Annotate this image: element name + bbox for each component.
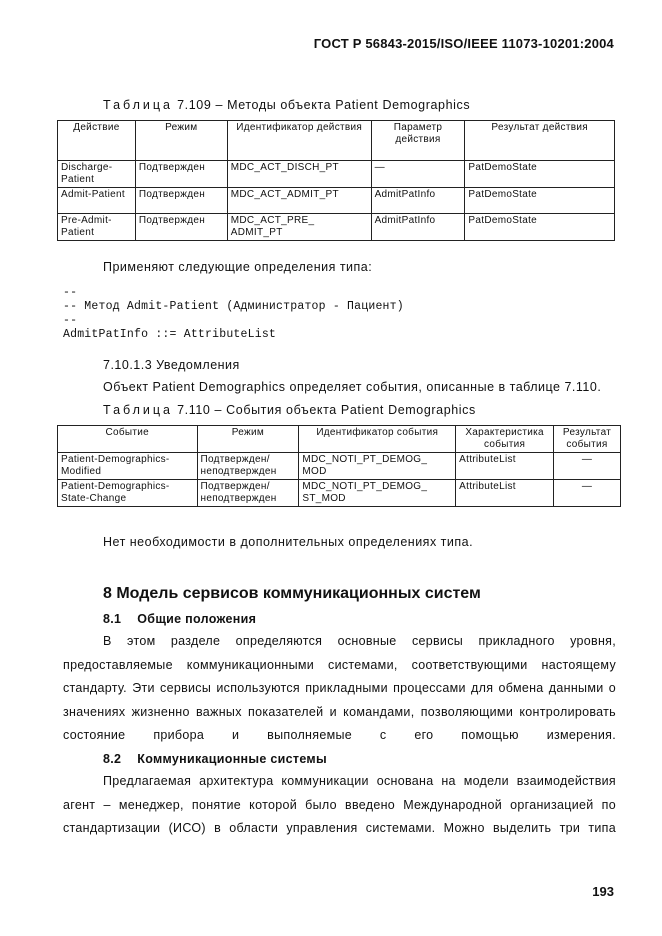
subsection-heading: 7.10.1.3 Уведомления [103,358,240,372]
table-7-110 [57,425,621,507]
table-cell: MDC_ACT_PRE_ ADMIT_PT [227,214,371,241]
table-7-110-caption [103,403,476,417]
code-line: AdmitPatInfo ::= AttributeList [63,328,277,341]
table-header-row [58,121,615,161]
header-cell: Результат события [554,426,621,453]
table-cell: Patient-Demographics-Modified [58,453,198,480]
code-line: -- [63,286,78,299]
table-cell: MDC_ACT_DISCH_PT [227,161,371,188]
table-cell: AdmitPatInfo [371,214,465,241]
header-cell: Режим [135,121,227,161]
table-cell: — [554,480,621,507]
table-cell: MDC_NOTI_PT_DEMOG_ MOD [299,453,456,480]
table-cell: Подтвержден [135,188,227,214]
section-8-2-paragraph [63,770,616,841]
table-cell: Подтвержден/ неподтвержден [197,480,299,507]
section-8-2-heading [103,752,327,766]
table-cell: AttributeList [456,480,554,507]
table-cell: Discharge-Patient [58,161,136,188]
code-line: -- [63,314,78,327]
table-cell: MDC_NOTI_PT_DEMOG_ ST_MOD [299,480,456,507]
table-cell: AttributeList [456,453,554,480]
paragraph-text: Предлагаемая архитектура коммуникации основана на модели взаимодействия агент – менеджер, понятие которой было введено Международной организацией по стандартизации (ИСО) в области управления системами. Можно выделить три типа [63,774,616,835]
header-cell: Характеристика события [456,426,554,453]
table-cell: Patient-Demographics-State-Change [58,480,198,507]
table-row [58,161,615,188]
header-cell: Результат действия [465,121,615,161]
table-cell: PatDemoState [465,161,615,188]
section-number: 8.2 [103,752,122,766]
table-cell: Admit-Patient [58,188,136,214]
header-cell: Идентификатор действия [227,121,371,161]
caption-text: 7.109 – Методы объекта Patient Demographics [173,98,471,112]
header-cell: Параметр действия [371,121,465,161]
table-cell: — [371,161,465,188]
table-7-109-caption [103,98,470,112]
table-cell: Подтвержден [135,214,227,241]
table-row [58,188,615,214]
page-header: ГОСТ Р 56843-2015/ISO/IEEE 11073-10201:2004 [313,36,614,51]
paragraph-text: В этом разделе определяются основные сервисы прикладного уровня, предоставляемые коммуникационными системами, соответствующими настоящему стандарту. Эти сервисы используются прикладными процессами для обмена данными о значениях жизненно важных показателей и командами, позволяющими контролировать состояние прибора и выполняемые с его помощью измерения. [63,634,616,742]
table-cell: AdmitPatInfo [371,188,465,214]
code-block [63,286,404,342]
caption-label: Таблица [103,403,174,417]
section-title: Коммуникационные системы [137,752,327,766]
table-row [58,453,621,480]
section-number: 8.1 [103,612,122,626]
table-cell: Подтвержден [135,161,227,188]
table-cell: — [554,453,621,480]
caption-text: 7.110 – События объекта Patient Demographics [173,403,476,417]
header-cell: Идентификатор события [299,426,456,453]
type-def-intro: Применяют следующие определения типа: [103,260,373,274]
events-paragraph: Объект Patient Demographics определяет события, описанные в таблице 7.110. [103,380,602,394]
no-more-defs-paragraph: Нет необходимости в дополнительных определениях типа. [103,535,474,549]
header-cell: Режим [197,426,299,453]
section-title: Общие положения [137,612,257,626]
table-cell: Pre-Admit-Patient [58,214,136,241]
table-cell: MDC_ACT_ADMIT_PT [227,188,371,214]
table-row [58,214,615,241]
table-header-row [58,426,621,453]
table-cell: Подтвержден/ неподтвержден [197,453,299,480]
table-cell: PatDemoState [465,214,615,241]
table-cell: PatDemoState [465,188,615,214]
header-cell: Действие [58,121,136,161]
section-8-1-paragraph [63,630,616,748]
table-row [58,480,621,507]
section-8-1-heading [103,612,256,626]
page-number: 193 [592,884,614,899]
header-cell: Событие [58,426,198,453]
table-7-109 [57,120,615,241]
section-8-title: 8 Модель сервисов коммуникационных систем [103,585,481,602]
code-line: -- Метод Admit-Patient (Администратор - Пациент) [63,300,404,313]
caption-label: Таблица [103,98,174,112]
